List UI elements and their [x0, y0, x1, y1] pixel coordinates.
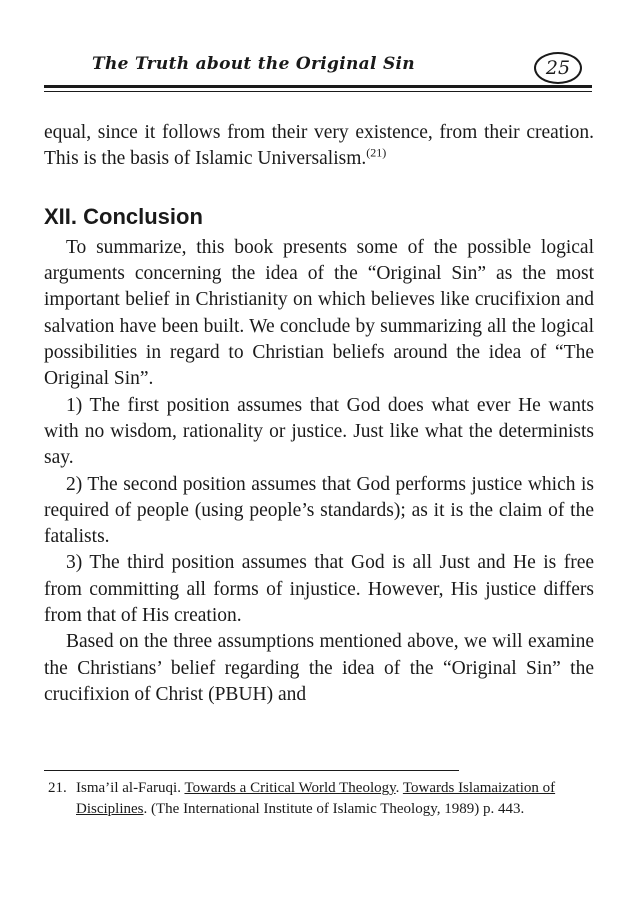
section-heading: XII. Conclusion [44, 203, 203, 229]
paragraph-position-2: 2) The second position assumes that God performs justice which is required of people (using people’s standards); as it is the claim of the fatalists. [44, 473, 594, 548]
paragraph-position-1: 1) The first position assumes that God does what ever He wants with no wisdom, rationality or justice. Just like what the determinists say. [44, 394, 594, 469]
page-header [44, 48, 592, 94]
continuation-text: equal, since it follows from their very existence, from their creation. This is the basis of Islamic Universalism. [44, 122, 594, 170]
footnote-reference: (21) [366, 145, 387, 160]
header-rule-thick [44, 85, 592, 88]
footnote-title-2: Towards Islamaization of Disciplines [76, 780, 556, 817]
running-title: The Truth about the Original Sin [92, 54, 415, 74]
continuation-paragraph [44, 120, 594, 173]
body-text [44, 120, 594, 708]
paragraph-summary: To summarize, this book presents some of the possible logical arguments concerning the idea of the “Original Sin” as the most important belief in Christianity on which believes like crucifixion and salvation have been built. We conclude by summarizing all the logical possibilities in regard to Christian beliefs around the idea of “The Original Sin”. [44, 236, 594, 390]
header-rule-thin [44, 91, 592, 92]
paragraph-based-on: Based on the three assumptions mentioned above, we will examine the Christians’ belief regarding the idea of the “Original Sin” the crucifixion of Christ (PBUH) and [44, 631, 594, 705]
footnote: 21. Isma’il al-Faruqi. Towards a Critical World Theology. Towards Islamaization of Disciplines. (The International Institute of Islamic Theology, 1989) p. 443. [48, 780, 556, 817]
footnote-publisher: (The International Institute of Islamic Theology, 1989) p. 443. [151, 801, 525, 817]
footnote-title-1: Towards a Critical World Theology [184, 780, 396, 796]
footnote-rule [44, 770, 459, 771]
paragraph-position-3: 3) The third position assumes that God is all Just and He is free from committing all forms of injustice. However, His justice differs from that of His creation. [44, 552, 594, 627]
page-number: 25 [534, 52, 582, 84]
footnote-number: 21. [48, 780, 67, 796]
footnote-author: Isma’il al-Faruqi. [76, 780, 181, 796]
